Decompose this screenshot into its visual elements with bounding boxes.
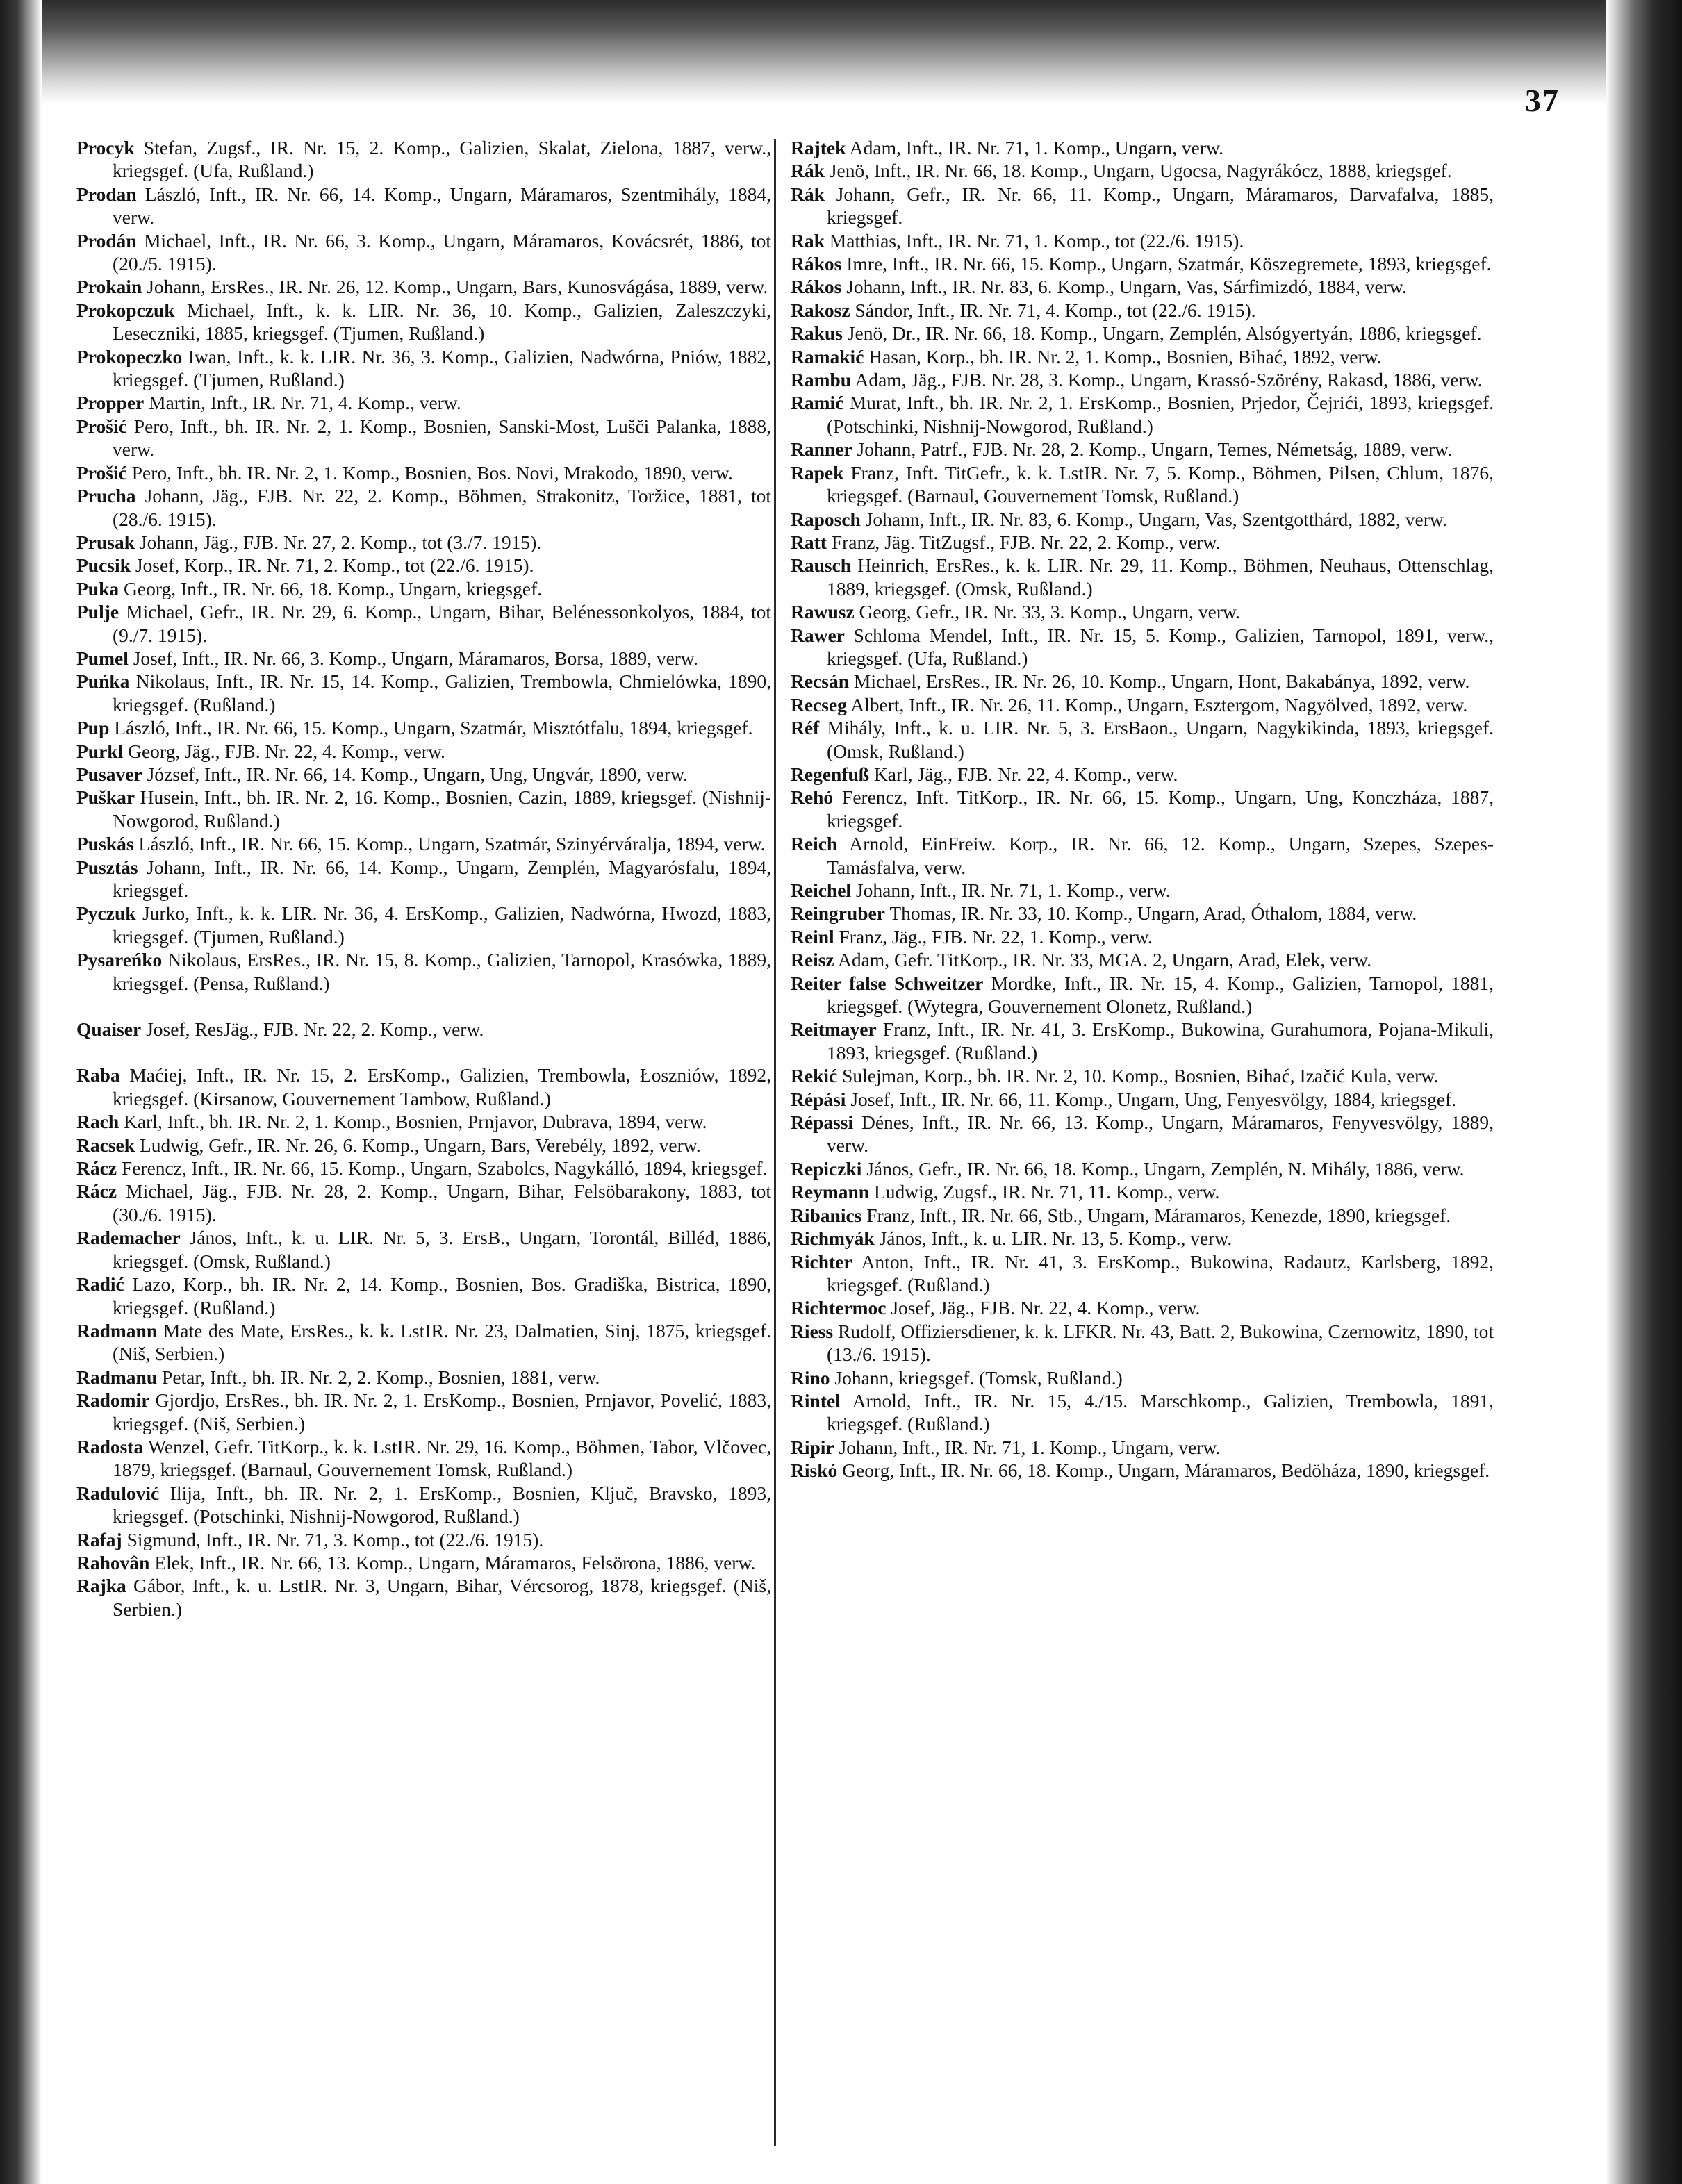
list-entry xyxy=(791,322,1494,345)
entry-surname: Ratt xyxy=(791,531,827,553)
entry-surname: Rafaj xyxy=(76,1528,122,1550)
list-entry xyxy=(76,1110,771,1133)
entry-surname: Rákos xyxy=(791,253,842,275)
list-entry xyxy=(76,1528,771,1551)
list-entry xyxy=(76,1180,771,1226)
entry-surname: Ranner xyxy=(791,438,852,461)
entry-details: Ludwig, Zugsf., IR. Nr. 71, 11. Komp., verw. xyxy=(873,1181,1220,1203)
list-entry xyxy=(76,763,771,786)
entry-surname: Rajtek xyxy=(791,137,846,158)
list-entry xyxy=(791,1436,1494,1459)
entry-surname: Prodán xyxy=(76,229,137,251)
entry-surname: Répassi xyxy=(791,1111,854,1134)
entry-details: Pero, Inft., bh. IR. Nr. 2, 1. Komp., Bosnien, Bos. Novi, Mrakodo, 1890, verw. xyxy=(131,461,733,483)
entry-surname: Puka xyxy=(76,577,119,599)
entry-details: Adam, Jäg., FJB. Nr. 28, 3. Komp., Ungarn, Krassó-Szörény, Rakasd, 1886, verw. xyxy=(855,369,1483,391)
entry-details: Johann, Inft., IR. Nr. 66, 14. Komp., Ungarn, Zemplén, Magyarósfalu, 1894, kriegsgef. xyxy=(113,856,772,901)
entry-details: Franz, Inft. TitGefr., k. k. LstIR. Nr. 7, 5. Komp., Böhmen, Pilsen, Chlum, 1876, kriegsgef. (Barnaul, Gouvernement Tomsk, Rußland.) xyxy=(827,461,1494,507)
entry-details: Johann, Inft., IR. Nr. 83, 6. Komp., Ungarn, Vas, Szentgotthárd, 1882, verw. xyxy=(865,508,1447,530)
entry-surname: Pysareńko xyxy=(76,949,163,971)
entry-details: Jenö, Inft., IR. Nr. 66, 18. Komp., Ungarn, Ugocsa, Nagyrákócz, 1888, kriegsgef. xyxy=(829,160,1452,182)
entry-details: Elek, Inft., IR. Nr. 66, 13. Komp., Ungarn, Máramaros, Felsörona, 1886, verw. xyxy=(154,1551,756,1573)
list-entry xyxy=(791,252,1494,275)
list-entry xyxy=(791,763,1494,786)
entry-surname: Rak xyxy=(791,229,825,251)
list-entry xyxy=(791,624,1494,670)
entry-details: Johann, Jäg., FJB. Nr. 27, 2. Komp., tot (3./7. 1915). xyxy=(139,531,542,553)
entry-details: Franz, Jäg. TitZugsf., FJB. Nr. 22, 2. Komp., verw. xyxy=(831,531,1221,553)
entry-details: Johann, ErsRes., IR. Nr. 26, 12. Komp., Ungarn, Bars, Kunosvágása, 1889, verw. xyxy=(147,276,768,298)
entry-details: Josef, Inft., IR. Nr. 66, 11. Komp., Ungarn, Ung, Fenyesvölgy, 1884, kriegsgef. xyxy=(850,1088,1457,1110)
entry-details: Franz, Inft., IR. Nr. 66, Stb., Ungarn, Máramaros, Kenezde, 1890, kriegsgef. xyxy=(866,1204,1451,1226)
entry-details: Georg, Gefr., IR. Nr. 33, 3. Komp., Ungarn, verw. xyxy=(859,601,1240,623)
list-entry xyxy=(76,136,771,183)
entry-surname: Radmanu xyxy=(76,1366,158,1388)
entry-details: Arnold, EinFreiw. Korp., IR. Nr. 66, 12. Komp., Ungarn, Szepes, Szepes-Tamásfalva, verw. xyxy=(827,833,1494,878)
list-entry xyxy=(76,1366,771,1389)
entry-details: László, Inft., IR. Nr. 66, 15. Komp., Ungarn, Szatmár, Szinyérváralja, 1894, verw. xyxy=(138,833,766,855)
entry-details: Anton, Inft., IR. Nr. 41, 3. ErsKomp., Bukowina, Radautz, Karlsberg, 1892, kriegsgef. (Rußland.) xyxy=(827,1250,1494,1296)
entry-surname: Reich xyxy=(791,833,838,855)
entry-surname: Reymann xyxy=(791,1181,870,1203)
entry-surname: Quaiser xyxy=(76,1018,142,1041)
list-entry xyxy=(76,1319,771,1366)
entry-details: Josef, ResJäg., FJB. Nr. 22, 2. Komp., verw. xyxy=(146,1018,484,1041)
list-entry xyxy=(76,670,771,716)
entry-details: Josef, Inft., IR. Nr. 66, 3. Komp., Ungarn, Máramaros, Borsa, 1889, verw. xyxy=(133,647,698,669)
list-entry xyxy=(791,275,1494,298)
page-number: 37 xyxy=(1525,83,1560,118)
entry-details: Johann, Jäg., FJB. Nr. 22, 2. Komp., Böhmen, Strakonitz, Toržice, 1881, tot (28./6. 1915). xyxy=(113,485,771,530)
entry-details: Sándor, Inft., IR. Nr. 71, 4. Komp., tot (22./6. 1915). xyxy=(855,299,1256,321)
list-entry xyxy=(791,1250,1494,1297)
entry-details: Stefan, Zugsf., IR. Nr. 15, 2. Komp., Galizien, Skalat, Zielona, 1887, verw., kriegsgef. (Ufa, Rußland.) xyxy=(113,137,771,182)
entry-surname: Racsek xyxy=(76,1134,135,1156)
entry-surname: Prošić xyxy=(76,415,127,437)
entry-surname: Rintel xyxy=(791,1389,841,1412)
entry-surname: Reisz xyxy=(791,949,834,971)
entry-details: Sulejman, Korp., bh. IR. Nr. 2, 10. Komp., Bosnien, Bihać, Izačić Kula, verw. xyxy=(842,1065,1439,1087)
entry-details: Georg, Inft., IR. Nr. 66, 18. Komp., Ungarn, Máramaros, Bedöháza, 1890, kriegsgef. xyxy=(842,1459,1490,1482)
entry-details: József, Inft., IR. Nr. 66, 14. Komp., Ungarn, Ung, Ungvár, 1890, verw. xyxy=(147,763,689,785)
entry-details: Franz, Jäg., FJB. Nr. 22, 1. Komp., verw. xyxy=(839,925,1153,948)
entry-surname: Richtermoc xyxy=(791,1297,887,1319)
list-entry xyxy=(76,832,771,855)
entry-surname: Rák xyxy=(791,183,825,205)
entry-details: Adam, Inft., IR. Nr. 71, 1. Komp., Ungarn, verw. xyxy=(849,137,1223,158)
entry-details: Dénes, Inft., IR. Nr. 66, 13. Komp., Ungarn, Máramaros, Fenyvesvölgy, 1889, verw. xyxy=(827,1111,1494,1157)
entry-details: Michael, Inft., IR. Nr. 66, 3. Komp., Ungarn, Máramaros, Kovácsrét, 1886, tot (20./5. 1915). xyxy=(113,229,771,275)
entry-surname: Rawusz xyxy=(791,601,855,623)
list-entry xyxy=(76,183,771,229)
scan-shadow-right xyxy=(1606,0,1682,2184)
entry-details: Johann, Inft., IR. Nr. 71, 1. Komp., verw. xyxy=(855,879,1171,901)
list-entry xyxy=(76,856,771,902)
entry-surname: Répási xyxy=(791,1088,846,1110)
entry-details: Murat, Inft., bh. IR. Nr. 2, 1. ErsKomp., Bosnien, Prjedor, Čejrići, 1893, kriegsgef. (Potschinki, Nishnij-Nowgorod, Rußland.) xyxy=(827,392,1494,437)
entry-details: Johann, Patrf., FJB. Nr. 28, 2. Komp., Ungarn, Temes, Németság, 1889, verw. xyxy=(857,438,1453,461)
list-entry xyxy=(76,1226,771,1273)
list-entry xyxy=(76,1389,771,1435)
entry-surname: Rawer xyxy=(791,624,845,646)
entry-surname: Recseg xyxy=(791,693,847,715)
entry-surname: Reingruber xyxy=(791,902,885,925)
list-entry xyxy=(76,345,771,392)
list-entry xyxy=(76,1435,771,1482)
list-entry xyxy=(76,600,771,647)
entry-details: Johann, Inft., IR. Nr. 71, 1. Komp., Ungarn, verw. xyxy=(839,1436,1221,1458)
entry-details: Ferencz, Inft., IR. Nr. 66, 15. Komp., Ungarn, Szabolcs, Nagykálló, 1894, kriegsgef. xyxy=(121,1157,768,1180)
list-entry xyxy=(791,1018,1494,1064)
list-entry xyxy=(76,299,771,345)
list-entry xyxy=(791,391,1494,438)
entry-details: Schloma Mendel, Inft., IR. Nr. 15, 5. Komp., Galizien, Tarnopol, 1891, verw., kriegsgef. (Ufa, Rußland.) xyxy=(827,624,1494,669)
list-entry xyxy=(791,368,1494,391)
entry-details: Nikolaus, ErsRes., IR. Nr. 15, 8. Komp., Galizien, Tarnopol, Krasówka, 1889, kriegsgef. (Pensa, Rußland.) xyxy=(113,949,771,994)
entry-surname: Radulović xyxy=(76,1482,160,1504)
list-entry xyxy=(791,1064,1494,1087)
list-entry xyxy=(791,925,1494,948)
entry-surname: Ribanics xyxy=(791,1204,862,1226)
list-entry xyxy=(76,948,771,995)
entry-details: Hasan, Korp., bh. IR. Nr. 2, 1. Komp., Bosnien, Bihać, 1892, verw. xyxy=(868,345,1382,367)
list-entry xyxy=(791,972,1494,1018)
entry-details: Pero, Inft., bh. IR. Nr. 2, 1. Komp., Bosnien, Sanski-Most, Lušči Palanka, 1888, verw. xyxy=(113,415,771,461)
entry-surname: Pumel xyxy=(76,647,129,669)
entry-surname: Riess xyxy=(791,1320,834,1342)
entry-details: Michael, Gefr., IR. Nr. 29, 6. Komp., Ungarn, Bihar, Belénessonkolyos, 1884, tot (9./7. 1915). xyxy=(113,601,772,646)
left-column xyxy=(76,136,771,1621)
list-entry xyxy=(791,438,1494,461)
entry-surname: Pusztás xyxy=(76,856,138,878)
list-entry xyxy=(791,183,1494,229)
entry-surname: Rakus xyxy=(791,322,843,345)
entry-surname: Prošić xyxy=(76,461,127,483)
list-entry xyxy=(76,554,771,577)
entry-surname: Recsán xyxy=(791,670,850,693)
list-entry xyxy=(791,1296,1494,1319)
entry-details: Karl, Jäg., FJB. Nr. 22, 4. Komp., verw. xyxy=(873,763,1178,785)
entry-surname: Repiczki xyxy=(791,1157,862,1180)
entry-surname: Radomir xyxy=(76,1389,150,1412)
entry-surname: Radmann xyxy=(76,1319,158,1341)
entry-surname: Réf xyxy=(791,717,820,739)
entry-surname: Rahovân xyxy=(76,1551,150,1573)
entry-surname: Riskó xyxy=(791,1459,838,1482)
list-entry xyxy=(791,670,1494,693)
entry-details: Johann, kriegsgef. (Tomsk, Rußland.) xyxy=(834,1366,1123,1389)
list-entry xyxy=(76,229,771,276)
list-entry xyxy=(76,1134,771,1157)
entry-details: Georg, Jäg., FJB. Nr. 22, 4. Komp., verw. xyxy=(128,740,445,762)
entry-surname: Pyczuk xyxy=(76,902,136,925)
entry-surname: Puskás xyxy=(76,833,134,855)
entry-details: János, Gefr., IR. Nr. 66, 18. Komp., Ungarn, Zemplén, N. Mihály, 1886, verw. xyxy=(866,1157,1465,1180)
list-entry xyxy=(791,1180,1494,1203)
entry-surname: Rach xyxy=(76,1111,119,1133)
entry-surname: Prusak xyxy=(76,531,135,553)
entry-details: Imre, Inft., IR. Nr. 66, 15. Komp., Ungarn, Szatmár, Köszegremete, 1893, kriegsgef. xyxy=(846,253,1492,275)
entry-surname: Rapek xyxy=(791,461,844,483)
entry-details: Albert, Inft., IR. Nr. 26, 11. Komp., Ungarn, Esztergom, Nagyölved, 1892, verw. xyxy=(850,693,1468,715)
entry-details: Husein, Inft., bh. IR. Nr. 2, 16. Komp., Bosnien, Cazin, 1889, kriegsgef. (Nishnij-Nowgorod, Rußland.) xyxy=(113,786,772,832)
list-entry xyxy=(791,461,1494,508)
entry-details: Jenö, Dr., IR. Nr. 66, 18. Komp., Ungarn, Zemplén, Alsógyertyán, 1886, kriegsgef. xyxy=(847,322,1482,345)
entry-details: Georg, Inft., IR. Nr. 66, 18. Komp., Ungarn, kriegsgef. xyxy=(124,577,543,599)
entry-surname: Prodan xyxy=(76,183,137,205)
entry-surname: Prokain xyxy=(76,276,142,298)
list-entry xyxy=(76,1273,771,1319)
entry-details: Wenzel, Gefr. TitKorp., k. k. LstIR. Nr. 29, 16. Komp., Böhmen, Tabor, Vlčovec, 1879, kriegsgef. (Barnaul, Gouvernement Tomsk, Rußland.) xyxy=(113,1435,771,1481)
entry-surname: Raposch xyxy=(791,508,861,530)
entry-surname: Puškar xyxy=(76,786,135,809)
list-entry xyxy=(76,1018,771,1041)
scan-shadow-left xyxy=(0,0,42,2184)
entry-surname: Prokopeczko xyxy=(76,345,183,367)
entry-details: Mordke, Inft., IR. Nr. 15, 4. Komp., Galizien, Tarnopol, 1881, kriegsgef. (Wytegra, Gouvernement Olonetz, Rußland.) xyxy=(827,972,1494,1018)
list-entry xyxy=(76,1551,771,1574)
list-entry xyxy=(791,554,1494,600)
column-divider xyxy=(774,139,776,2146)
list-entry xyxy=(76,1064,771,1110)
entry-surname: Ripir xyxy=(791,1436,834,1458)
entry-details: Gjordjo, ErsRes., bh. IR. Nr. 2, 1. ErsKomp., Bosnien, Prnjavor, Povelić, 1883, kriegsgef. (Niš, Serbien.) xyxy=(113,1389,771,1434)
list-entry xyxy=(791,832,1494,879)
entry-details: Josef, Jäg., FJB. Nr. 22, 4. Komp., verw. xyxy=(891,1297,1201,1319)
list-entry xyxy=(791,531,1494,554)
entry-details: Gábor, Inft., k. u. LstIR. Nr. 3, Ungarn, Bihar, Vércsorog, 1878, kriegsgef. (Niš, Serbien.) xyxy=(113,1575,771,1620)
section-gap xyxy=(76,995,771,1018)
entry-details: Ferencz, Inft. TitKorp., IR. Nr. 66, 15. Komp., Ungarn, Ung, Konczháza, 1887, kriegsgef. xyxy=(827,786,1494,832)
entry-details: Maćiej, Inft., IR. Nr. 15, 2. ErsKomp., Galizien, Trembowla, Łoszniów, 1892, kriegsgef. (Kirsanow, Gouvernement Tambow, Rußland.) xyxy=(113,1064,772,1109)
entry-surname: Pup xyxy=(76,717,110,739)
entry-surname: Pulje xyxy=(76,601,119,623)
entry-surname: Rák xyxy=(791,160,825,182)
list-entry xyxy=(791,879,1494,902)
entry-surname: Reiter false Schweitzer xyxy=(791,972,984,994)
entry-surname: Richmyák xyxy=(791,1227,875,1250)
entry-details: Michael, Jäg., FJB. Nr. 28, 2. Komp., Ungarn, Bihar, Felsöbarakony, 1883, tot (30./6. 1915). xyxy=(113,1180,771,1225)
list-entry xyxy=(791,299,1494,322)
entry-details: Adam, Gefr. TitKorp., IR. Nr. 33, MGA. 2, Ungarn, Arad, Elek, verw. xyxy=(837,949,1372,971)
entry-details: Jurko, Inft., k. k. LIR. Nr. 36, 4. ErsKomp., Galizien, Nadwórna, Hwozd, 1883, kriegsgef. (Tjumen, Rußland.) xyxy=(113,902,771,948)
entry-surname: Rademacher xyxy=(76,1227,181,1249)
list-entry xyxy=(791,508,1494,531)
list-entry xyxy=(76,484,771,531)
entry-surname: Ramakić xyxy=(791,345,864,367)
entry-details: László, Inft., IR. Nr. 66, 14. Komp., Ungarn, Máramaros, Szentmihály, 1884, verw. xyxy=(113,183,771,229)
list-entry xyxy=(791,600,1494,623)
entry-details: Nikolaus, Inft., IR. Nr. 15, 14. Komp., Galizien, Trembowla, Chmielówka, 1890, kriegsgef. (Rußland.) xyxy=(113,670,772,715)
list-entry xyxy=(76,1482,771,1528)
entry-surname: Rino xyxy=(791,1366,830,1389)
list-entry xyxy=(791,716,1494,763)
list-entry xyxy=(791,1088,1494,1111)
entry-details: Rudolf, Offiziersdiener, k. k. LFKR. Nr. 43, Batt. 2, Bukowina, Czernowitz, 1890, tot (13./6. 1915). xyxy=(827,1320,1494,1366)
entry-surname: Richter xyxy=(791,1250,852,1273)
section-gap xyxy=(76,1041,771,1064)
entry-surname: Reinl xyxy=(791,925,834,948)
list-entry xyxy=(76,740,771,763)
list-entry xyxy=(791,1204,1494,1227)
entry-surname: Raba xyxy=(76,1064,120,1086)
entry-surname: Procyk xyxy=(76,137,135,158)
entry-surname: Rákos xyxy=(791,276,842,298)
entry-details: Ludwig, Gefr., IR. Nr. 26, 6. Komp., Ungarn, Bars, Verebély, 1892, verw. xyxy=(139,1134,701,1156)
right-column xyxy=(791,136,1494,1482)
entry-surname: Reichel xyxy=(791,879,852,901)
scan-shadow-top xyxy=(0,0,1682,104)
list-entry xyxy=(791,693,1494,716)
entry-details: Mihály, Inft., k. u. LIR. Nr. 5, 3. ErsBaon., Ungarn, Nagykikinda, 1893, kriegsgef. (Omsk, Rußland.) xyxy=(827,717,1494,762)
list-entry xyxy=(791,948,1494,971)
entry-details: Karl, Inft., bh. IR. Nr. 2, 1. Komp., Bosnien, Prnjavor, Dubrava, 1894, verw. xyxy=(124,1111,707,1133)
list-entry xyxy=(76,391,771,414)
entry-details: Sigmund, Inft., IR. Nr. 71, 3. Komp., tot (22./6. 1915). xyxy=(126,1528,544,1550)
entry-surname: Prokopczuk xyxy=(76,299,175,321)
entry-surname: Puńka xyxy=(76,670,130,693)
entry-surname: Rambu xyxy=(791,369,852,391)
entry-details: János, Inft., k. u. LIR. Nr. 5, 3. ErsB., Ungarn, Torontál, Billéd, 1886, kriegsgef. (Omsk, Rußland.) xyxy=(113,1227,772,1272)
list-entry xyxy=(791,159,1494,182)
list-entry xyxy=(791,786,1494,832)
list-entry xyxy=(791,1111,1494,1157)
entry-surname: Regenfuß xyxy=(791,763,870,785)
entry-details: János, Inft., k. u. LIR. Nr. 13, 5. Komp., verw. xyxy=(879,1227,1232,1250)
list-entry xyxy=(791,1157,1494,1180)
list-entry xyxy=(76,716,771,739)
entry-surname: Radić xyxy=(76,1273,124,1296)
entry-details: Johann, Inft., IR. Nr. 83, 6. Komp., Ungarn, Vas, Sárfimizdó, 1884, verw. xyxy=(846,276,1407,298)
entry-surname: Reitmayer xyxy=(791,1018,877,1041)
list-entry xyxy=(76,647,771,670)
list-entry xyxy=(791,1227,1494,1250)
entry-details: Lazo, Korp., bh. IR. Nr. 2, 14. Komp., Bosnien, Bos. Gradiška, Bistrica, 1890, kriegsgef. (Rußland.) xyxy=(113,1273,772,1318)
list-entry xyxy=(76,786,771,832)
entry-surname: Pucsik xyxy=(76,554,131,577)
entry-surname: Radosta xyxy=(76,1435,144,1457)
entry-surname: Prucha xyxy=(76,485,136,507)
entry-surname: Rakosz xyxy=(791,299,850,321)
list-entry xyxy=(791,902,1494,925)
entry-surname: Pusaver xyxy=(76,763,142,785)
entry-surname: Purkl xyxy=(76,740,124,762)
list-entry xyxy=(76,1157,771,1180)
entry-surname: Rácz xyxy=(76,1157,117,1180)
list-entry xyxy=(791,345,1494,368)
list-entry xyxy=(76,531,771,554)
entry-details: László, Inft., IR. Nr. 66, 15. Komp., Ungarn, Szatmár, Misztótfalu, 1894, kriegsgef. xyxy=(114,717,753,739)
list-entry xyxy=(791,1320,1494,1366)
entry-details: Johann, Gefr., IR. Nr. 66, 11. Komp., Ungarn, Máramaros, Darvafalva, 1885, kriegsgef. xyxy=(827,183,1494,229)
entry-details: Arnold, Inft., IR. Nr. 15, 4./15. Marschkomp., Galizien, Trembowla, 1891, kriegsgef. (Rußland.) xyxy=(827,1389,1494,1435)
entry-surname: Rácz xyxy=(76,1180,117,1202)
entry-surname: Propper xyxy=(76,392,145,414)
list-entry xyxy=(76,415,771,461)
list-entry xyxy=(791,1389,1494,1436)
list-entry xyxy=(791,136,1494,159)
entry-details: Matthias, Inft., IR. Nr. 71, 1. Komp., tot (22./6. 1915). xyxy=(829,229,1244,251)
entry-details: Franz, Inft., IR. Nr. 41, 3. ErsKomp., Bukowina, Gurahumora, Pojana-Mikuli, 1893, kriegsgef. (Rußland.) xyxy=(827,1018,1494,1064)
entry-surname: Rausch xyxy=(791,554,852,577)
entry-details: Petar, Inft., bh. IR. Nr. 2, 2. Komp., Bosnien, 1881, verw. xyxy=(162,1366,600,1388)
list-entry xyxy=(791,229,1494,252)
entry-details: Josef, Korp., IR. Nr. 71, 2. Komp., tot (22./6. 1915). xyxy=(135,554,534,577)
entry-details: Heinrich, ErsRes., k. k. LIR. Nr. 29, 11. Komp., Böhmen, Neuhaus, Ottenschlag, 1889, kriegsgef. (Omsk, Rußland.) xyxy=(827,554,1494,599)
entry-surname: Rajka xyxy=(76,1575,126,1597)
list-entry xyxy=(791,1459,1494,1482)
entry-details: Mate des Mate, ErsRes., k. k. LstIR. Nr. 23, Dalmatien, Sinj, 1875, kriegsgef. (Niš, Serbien.) xyxy=(113,1319,771,1365)
list-entry xyxy=(76,902,771,948)
entry-surname: Rekić xyxy=(791,1065,838,1087)
list-entry xyxy=(76,1574,771,1621)
entry-details: Iwan, Inft., k. k. LIR. Nr. 36, 3. Komp., Galizien, Nadwórna, Pniów, 1882, kriegsgef. (Tjumen, Rußland.) xyxy=(113,345,771,391)
list-entry xyxy=(76,461,771,484)
list-entry xyxy=(76,577,771,600)
entry-surname: Rehó xyxy=(791,786,834,809)
entry-details: Martin, Inft., IR. Nr. 71, 4. Komp., verw. xyxy=(149,392,461,414)
entry-details: Thomas, IR. Nr. 33, 10. Komp., Ungarn, Arad, Óthalom, 1884, verw. xyxy=(889,902,1417,925)
list-entry xyxy=(791,1366,1494,1389)
entry-details: Michael, Inft., k. k. LIR. Nr. 36, 10. Komp., Galizien, Zaleszczyki, Leseczniki, 1885, kriegsgef. (Tjumen, Rußland.) xyxy=(113,299,772,345)
entry-surname: Ramić xyxy=(791,392,844,414)
entry-details: Michael, ErsRes., IR. Nr. 26, 10. Komp., Ungarn, Hont, Bakabánya, 1892, verw. xyxy=(853,670,1470,693)
entry-details: Ilija, Inft., bh. IR. Nr. 2, 1. ErsKomp., Bosnien, Ključ, Bravsko, 1893, kriegsgef. (Potschinki, Nishnij-Nowgorod, Rußland.) xyxy=(113,1482,771,1528)
list-entry xyxy=(76,275,771,298)
